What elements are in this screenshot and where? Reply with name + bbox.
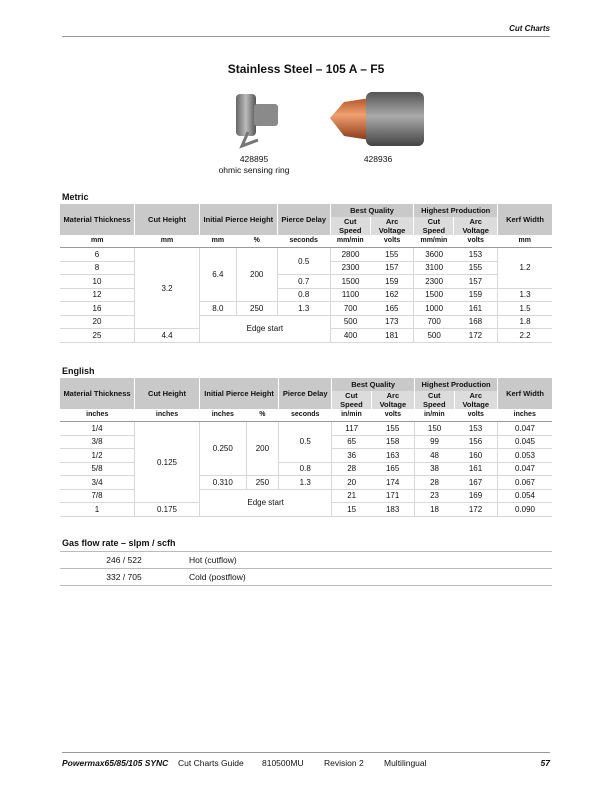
- col-pierce-height: Initial Pierce Height: [200, 204, 278, 235]
- gas-flow-table: [60, 551, 552, 586]
- col-arc-voltage: Arc Voltage: [371, 391, 414, 409]
- col-best-quality: Best Quality: [332, 378, 415, 391]
- table-row: 7/8 Edge start 21 171 23 169 0.054: [60, 489, 552, 503]
- table-row: 8 2300 157 3100 155: [60, 261, 552, 275]
- col-kerf-width: Kerf Width: [498, 204, 553, 235]
- footer-doc-number: 810500MU: [262, 758, 304, 768]
- footer-divider: [62, 752, 550, 753]
- table-row: 1/4 0.125 0.250 200 0.5 117 155 150 153 0.047: [60, 422, 552, 436]
- col-arc-voltage: Arc Voltage: [454, 217, 498, 235]
- table-row: 246 / 522 Hot (cutflow): [60, 552, 552, 569]
- col-pierce-delay: Pierce Delay: [277, 204, 330, 235]
- table-row: 3/8 65 158 99 156 0.045: [60, 435, 552, 449]
- table-row: 6 3.2 6.4 200 0.5 2800 155 3600 153 1.2: [60, 248, 552, 262]
- gas-flow-label: Gas flow rate – slpm / scfh: [62, 538, 176, 548]
- col-highest-production: Highest Production: [414, 204, 498, 217]
- table-row: 12 0.8 1100 162 1500 159 1.3: [60, 288, 552, 302]
- page-title: Stainless Steel – 105 A – F5: [227, 62, 385, 76]
- col-arc-voltage: Arc Voltage: [454, 391, 497, 409]
- table-row: 1/2 36 163 48 160 0.053: [60, 449, 552, 463]
- units-row: mm mm mm % seconds mm/min volts mm/min volts mm: [60, 235, 552, 248]
- part-number-2: 428936: [363, 154, 393, 164]
- metric-label: Metric: [62, 192, 89, 202]
- table-row: 20 Edge start 500 173 700 168 1.8: [60, 315, 552, 329]
- footer-language: Multilingual: [384, 758, 427, 768]
- header-divider: [62, 36, 550, 37]
- table-row: 5/8 0.8 28 165 38 161 0.047: [60, 462, 552, 476]
- table-row: 332 / 705 Cold (postflow): [60, 569, 552, 586]
- table-row: 16 8.0 250 1.3 700 165 1000 161 1.5: [60, 302, 552, 316]
- col-cut-height: Cut Height: [135, 378, 200, 409]
- col-highest-production: Highest Production: [415, 378, 498, 391]
- footer-revision: Revision 2: [324, 758, 364, 768]
- col-cut-speed: Cut Speed: [330, 217, 370, 235]
- col-best-quality: Best Quality: [330, 204, 414, 217]
- col-arc-voltage: Arc Voltage: [370, 217, 414, 235]
- footer-guide: Cut Charts Guide: [178, 758, 244, 768]
- units-row: inches inches inches % seconds in/min volts in/min volts inches: [60, 409, 552, 422]
- footer-product: Powermax65/85/105 SYNC: [62, 758, 169, 768]
- col-pierce-height: Initial Pierce Height: [200, 378, 279, 409]
- col-material-thickness: Material Thickness: [60, 204, 135, 235]
- english-label: English: [62, 366, 95, 376]
- part-number-1: 428895: [239, 154, 269, 164]
- table-row: 3/4 0.310 250 1.3 20 174 28 167 0.067: [60, 476, 552, 490]
- table-row: 10 0.7 1500 159 2300 157: [60, 275, 552, 289]
- col-kerf-width: Kerf Width: [498, 378, 553, 409]
- consumable-cap-image: [326, 88, 430, 150]
- col-cut-speed: Cut Speed: [332, 391, 371, 409]
- col-pierce-delay: Pierce Delay: [279, 378, 332, 409]
- table-row: 1 0.175 15 183 18 172 0.090: [60, 503, 552, 517]
- part-description-1: ohmic sensing ring: [218, 165, 290, 175]
- header-section: Cut Charts: [509, 24, 550, 33]
- col-cut-speed: Cut Speed: [415, 391, 454, 409]
- col-cut-height: Cut Height: [135, 204, 200, 235]
- col-cut-speed: Cut Speed: [414, 217, 454, 235]
- table-row: 25 4.4 400 181 500 172 2.2: [60, 329, 552, 343]
- page-number: 57: [540, 758, 550, 768]
- ohmic-sensing-ring-image: [228, 88, 282, 150]
- col-material-thickness: Material Thickness: [60, 378, 135, 409]
- metric-table: [60, 204, 552, 343]
- english-table: [60, 378, 552, 517]
